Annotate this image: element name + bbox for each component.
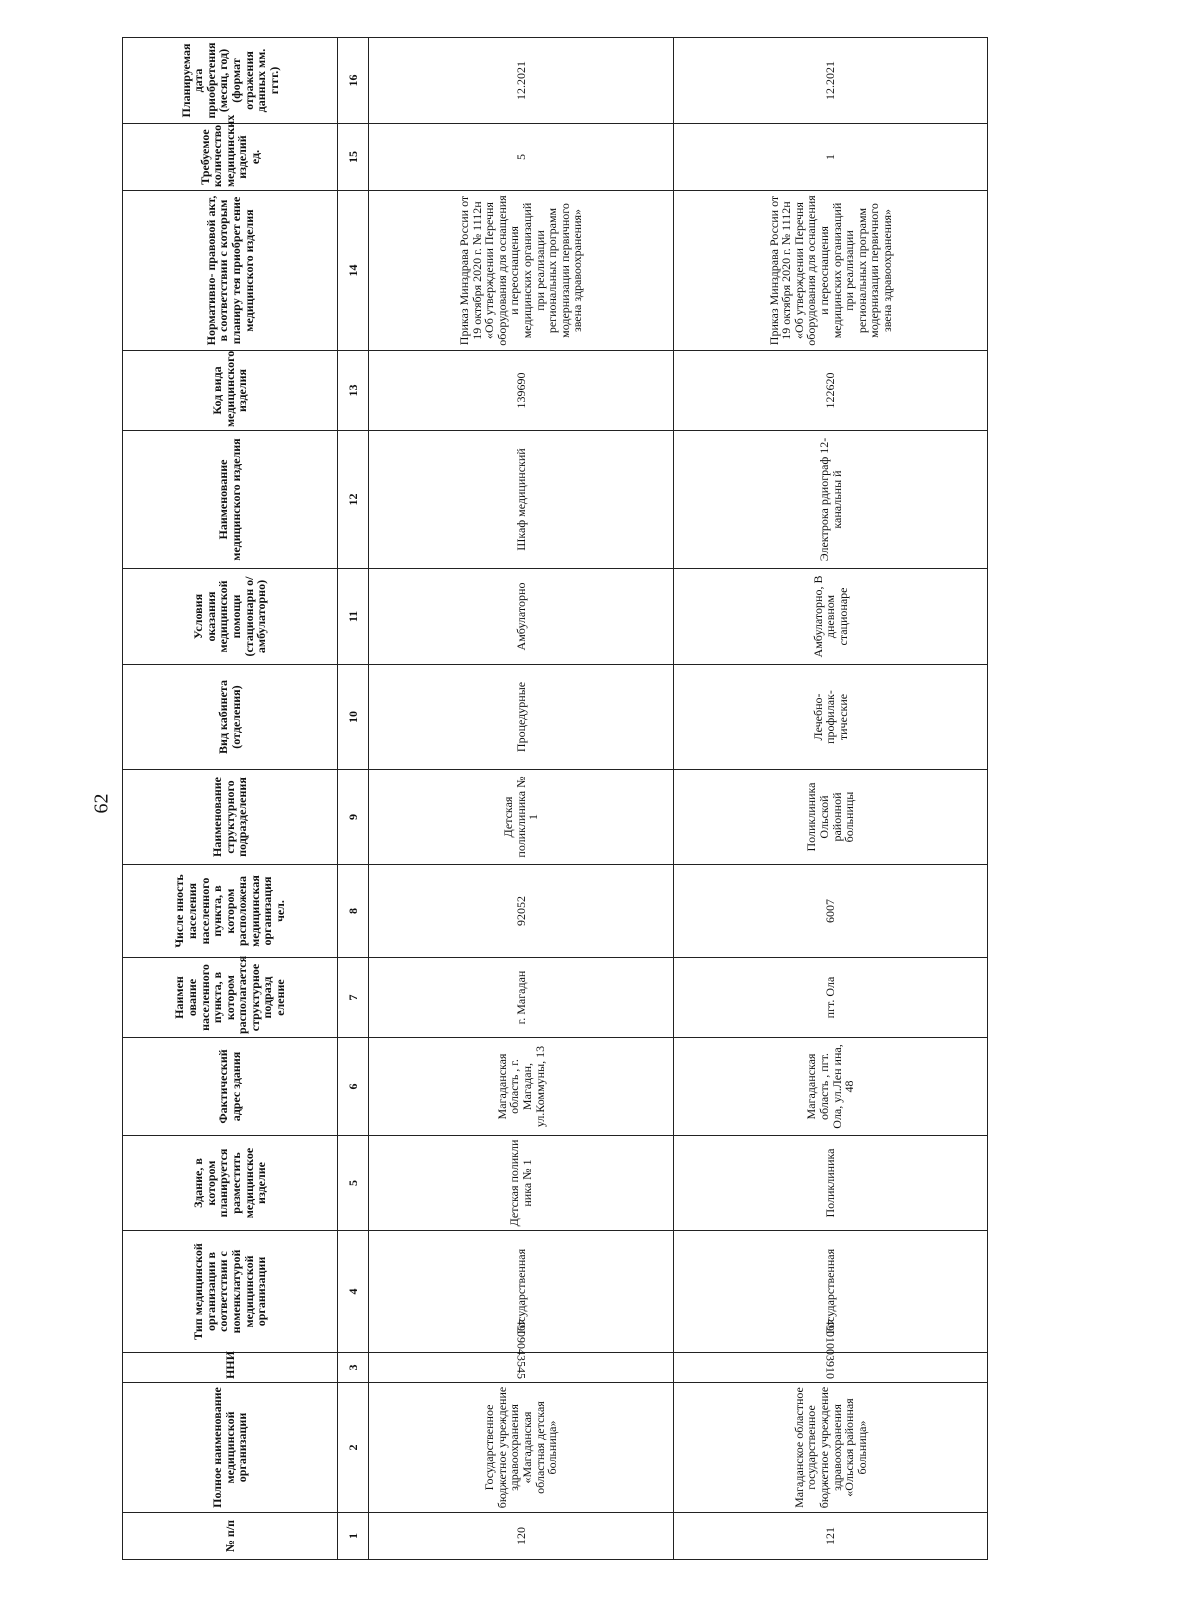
col-num: 3 xyxy=(338,1353,369,1383)
cell-org-name: Государственное бюджетное учреждение здравоохранения «Магаданская областная детская больница» xyxy=(369,1383,674,1513)
col-header-conditions: Условия оказания медицинской помощи (стационарн о/амбулаторно) xyxy=(123,569,338,665)
col-header-inn xyxy=(123,1350,338,1383)
col-header-no: № п/п xyxy=(123,1513,338,1560)
col-num: 4 xyxy=(338,1231,369,1353)
cell-org-type: Государственная xyxy=(369,1231,674,1353)
cell-subdivision: Поликлиника Ольской районной больницы xyxy=(674,770,988,865)
col-num: 5 xyxy=(338,1136,369,1231)
cell-cabinet: Процедурные xyxy=(369,665,674,770)
cell-address: Магаданская область , пгт. Ола, ул.Лен ина, 48 xyxy=(674,1038,988,1136)
col-num: 15 xyxy=(338,124,369,191)
cell-org-name: Магаданское областное государственное бюджетное учреждение здравоохранения «Ольская районная больница» xyxy=(674,1383,988,1513)
col-num: 10 xyxy=(338,665,369,770)
cell-building: Поликлиника xyxy=(674,1136,988,1231)
col-header-subdivision: Наименование структурного подразделения xyxy=(123,770,338,865)
col-num: 14 xyxy=(338,191,369,351)
col-num: 16 xyxy=(338,38,369,124)
col-num: 6 xyxy=(338,1038,369,1136)
col-header-legal-act: Нормативно- правовой акт, в соответствии с которым планиру тея приобрет ение медицинского изделия xyxy=(123,191,338,351)
cell-inn xyxy=(369,1319,674,1383)
table-row xyxy=(674,38,988,1560)
cell-address: Магаданская область , г. Магадан, ул.Коммуны, 13 xyxy=(369,1038,674,1136)
col-num: 7 xyxy=(338,958,369,1038)
col-header-org-type: Тип медицинской организации в соответствии с номенклатурой медицинской организации xyxy=(123,1231,338,1353)
col-header-building: Здание, в котором планируется разместить медицинское изделие xyxy=(123,1136,338,1231)
cell-subdivision: Детская поликлиника № 1 xyxy=(369,770,674,865)
col-num: 13 xyxy=(338,351,369,431)
col-num: 2 xyxy=(338,1383,369,1513)
cell-org-type: Государственная xyxy=(674,1231,988,1353)
cell-device-code: 122620 xyxy=(674,351,988,431)
col-num: 11 xyxy=(338,569,369,665)
cell-date: 12.2021 xyxy=(674,38,988,124)
col-header-device-code: Код вида медицинского изделия xyxy=(123,351,338,431)
rotated-table-wrapper xyxy=(122,38,979,1560)
cell-legal-act: Приказ Минздрава России от 19 октября 2020 г. № 1112н «Об утверждении Перечня оборудования для оснащения и переоснащения медицинских организаций при реализации региональных программ модернизации первичного звена здравоохранения» xyxy=(674,191,988,351)
cell-no: 121 xyxy=(674,1513,988,1560)
cell-building: Детская поликли ника № 1 xyxy=(369,1136,674,1231)
cell-device-name: Шкаф медицинский xyxy=(369,431,674,569)
col-header-population: Числе нность населения населенного пункта, в котором расположена медицинская организация чел. xyxy=(123,865,338,958)
col-header-cabinet: Вид кабинета (отделения) xyxy=(123,665,338,770)
table-row xyxy=(369,38,674,1560)
page-number: 62 xyxy=(90,793,113,814)
col-header-quantity: Требуемое количество медицинских изделий ед. xyxy=(123,124,338,191)
col-num: 9 xyxy=(338,770,369,865)
cell-cabinet: Лечебно-профилак-тические xyxy=(674,665,988,770)
cell-device-code: 139690 xyxy=(369,351,674,431)
cell-inn-text: 4909043545 xyxy=(514,1319,529,1379)
column-number-row xyxy=(338,38,369,1560)
cell-population: 92052 xyxy=(369,865,674,958)
cell-no: 120 xyxy=(369,1513,674,1560)
cell-device-name: Электрока рдиограф 12-канальны й xyxy=(674,431,988,569)
col-header-date: Планируемая дата приобретения (месяц, год) (формат отражения данных мм. гггг.) xyxy=(123,38,338,124)
col-num: 8 xyxy=(338,865,369,958)
equipment-table xyxy=(122,37,988,1560)
col-num: 1 xyxy=(338,1513,369,1560)
col-header-locality: Наимен ование населенного пункта, в котором располагается структурное подразд еление xyxy=(123,958,338,1038)
cell-locality: г. Магадан xyxy=(369,958,674,1038)
cell-locality: пгт. Ола xyxy=(674,958,988,1038)
col-header-device-name: Наименование медицинского изделия xyxy=(123,431,338,569)
cell-conditions: Амбулаторно, В дневном стационаре xyxy=(674,569,988,665)
col-num: 12 xyxy=(338,431,369,569)
col-header-address: Фактический адрес здания xyxy=(123,1038,338,1136)
cell-population: 6007 xyxy=(674,865,988,958)
col-header-inn-text: ИНН xyxy=(223,1350,238,1379)
cell-inn-text: 4901003910 xyxy=(823,1319,838,1379)
cell-quantity: 5 xyxy=(369,124,674,191)
cell-quantity: 1 xyxy=(674,124,988,191)
cell-inn xyxy=(674,1319,988,1383)
cell-legal-act: Приказ Минздрава России от 19 октября 2020 г. № 1112н «Об утверждении Перечня оборудования для оснащения и переоснащения медицинских организаций при реализации региональных программ модернизации первичного звена здравоохранения» xyxy=(369,191,674,351)
cell-conditions: Амбулаторно xyxy=(369,569,674,665)
col-header-org-name: Полное наименование медицинской организации xyxy=(123,1383,338,1513)
header-row xyxy=(123,38,338,1560)
cell-date: 12.2021 xyxy=(369,38,674,124)
